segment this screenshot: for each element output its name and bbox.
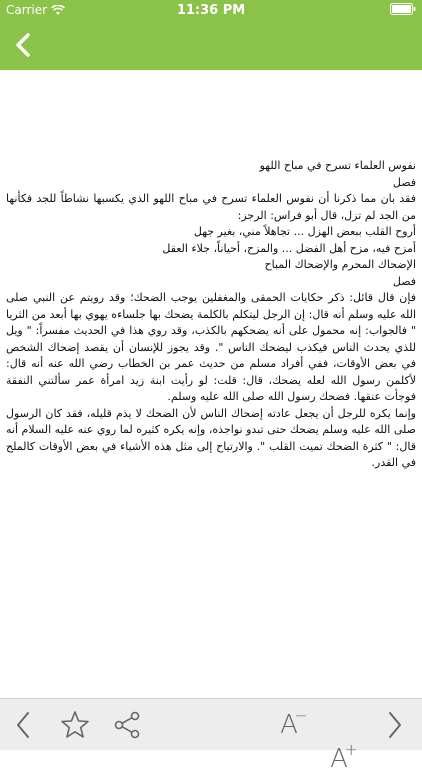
next-button[interactable] <box>378 708 412 742</box>
content-area[interactable] <box>0 70 422 698</box>
battery-icon <box>390 3 416 15</box>
font-increase-icon <box>330 740 358 774</box>
font-increase-letter: A <box>330 744 348 774</box>
status-time: 11:36 PM <box>176 3 246 18</box>
carrier-label: Carrier <box>6 3 48 17</box>
chevron-left-icon <box>14 711 32 739</box>
favorite-button[interactable] <box>58 708 92 742</box>
chevron-right-icon <box>386 711 404 739</box>
article-text: نفوس العلماء تسرح في مباح اللهو فصل فقد بان مما ذكرنا أن نفوس العلماء تسرح في مباح اللهو الذي يكسبها نشاطاً للجد فكأنها من الجد لم تزل، قال أبو فراس: الرجز: أروح القلب ببعض الهزل ... تجاهلاً مني، بغير جهل أمزح فيه، مزح أهل الفضل ... والمزح، أحياناً، جلاء العقل الإضحاك المحرم والإضحاك المباح فصل فإن قال قائل: ذكر حكايات الحمقى والمغفلين يوجب الضحك؛ وقد رويتم عن النبي صلى الله عليه وسلم أنه قال: إن الرجل ليتكلم بالكلمة يضحك بها جلساءه يهوي بها أبعد من الثريا " فالجواب: إنه محمول على أنه يضحكهم بالكذب، وقد روي هذا في الحديث مفسراً: " ويل للذي يحدث الناس فيكذب ليضحك الناس ". وقد يجوز للإنسان أن يقصد إضحاك الشخص في بعض الأوقات، ففي أفراد مسلم من حديث عمر بن الخطاب رضي الله عنه أنه قال: لأكلمن رسول الله لعله يضحك، قال: قلت: لو رأيت ابنة زيد امرأة عمر سألتني النفقة فوجأت عنقها. فضحك رسول الله صلى الله عليه وسلم. وإنما يكره للرجل أن يجعل عادته إضحاك الناس لأن الضحك لا يذم قليله، فقد كان الرسول صلى الله عليه وسلم يضحك حتى تبدو نواجذه، وإنه يكره كثيره لما روي عنه عليه السلام أنه قال: " كثرة الضحك تميت القلب ". والارتياح إلى مثل هذه الأشياء في بعض الأوقات كالملح في القدر. <box>6 159 416 469</box>
font-decrease-icon <box>280 706 308 740</box>
share-icon <box>112 710 142 740</box>
back-button[interactable] <box>6 28 40 62</box>
previous-button[interactable] <box>6 708 40 742</box>
font-increase-sign: + <box>344 740 358 759</box>
star-icon <box>60 710 90 740</box>
status-bar <box>0 0 422 20</box>
bottom-toolbar <box>0 698 422 774</box>
chevron-left-icon <box>13 32 33 58</box>
share-button[interactable] <box>110 708 144 742</box>
font-increase-button[interactable] <box>322 742 356 776</box>
navigation-bar <box>0 20 422 70</box>
status-right <box>390 3 416 15</box>
font-decrease-sign: − <box>294 706 308 725</box>
font-decrease-button[interactable] <box>272 708 306 742</box>
font-decrease-letter: A <box>280 710 298 740</box>
